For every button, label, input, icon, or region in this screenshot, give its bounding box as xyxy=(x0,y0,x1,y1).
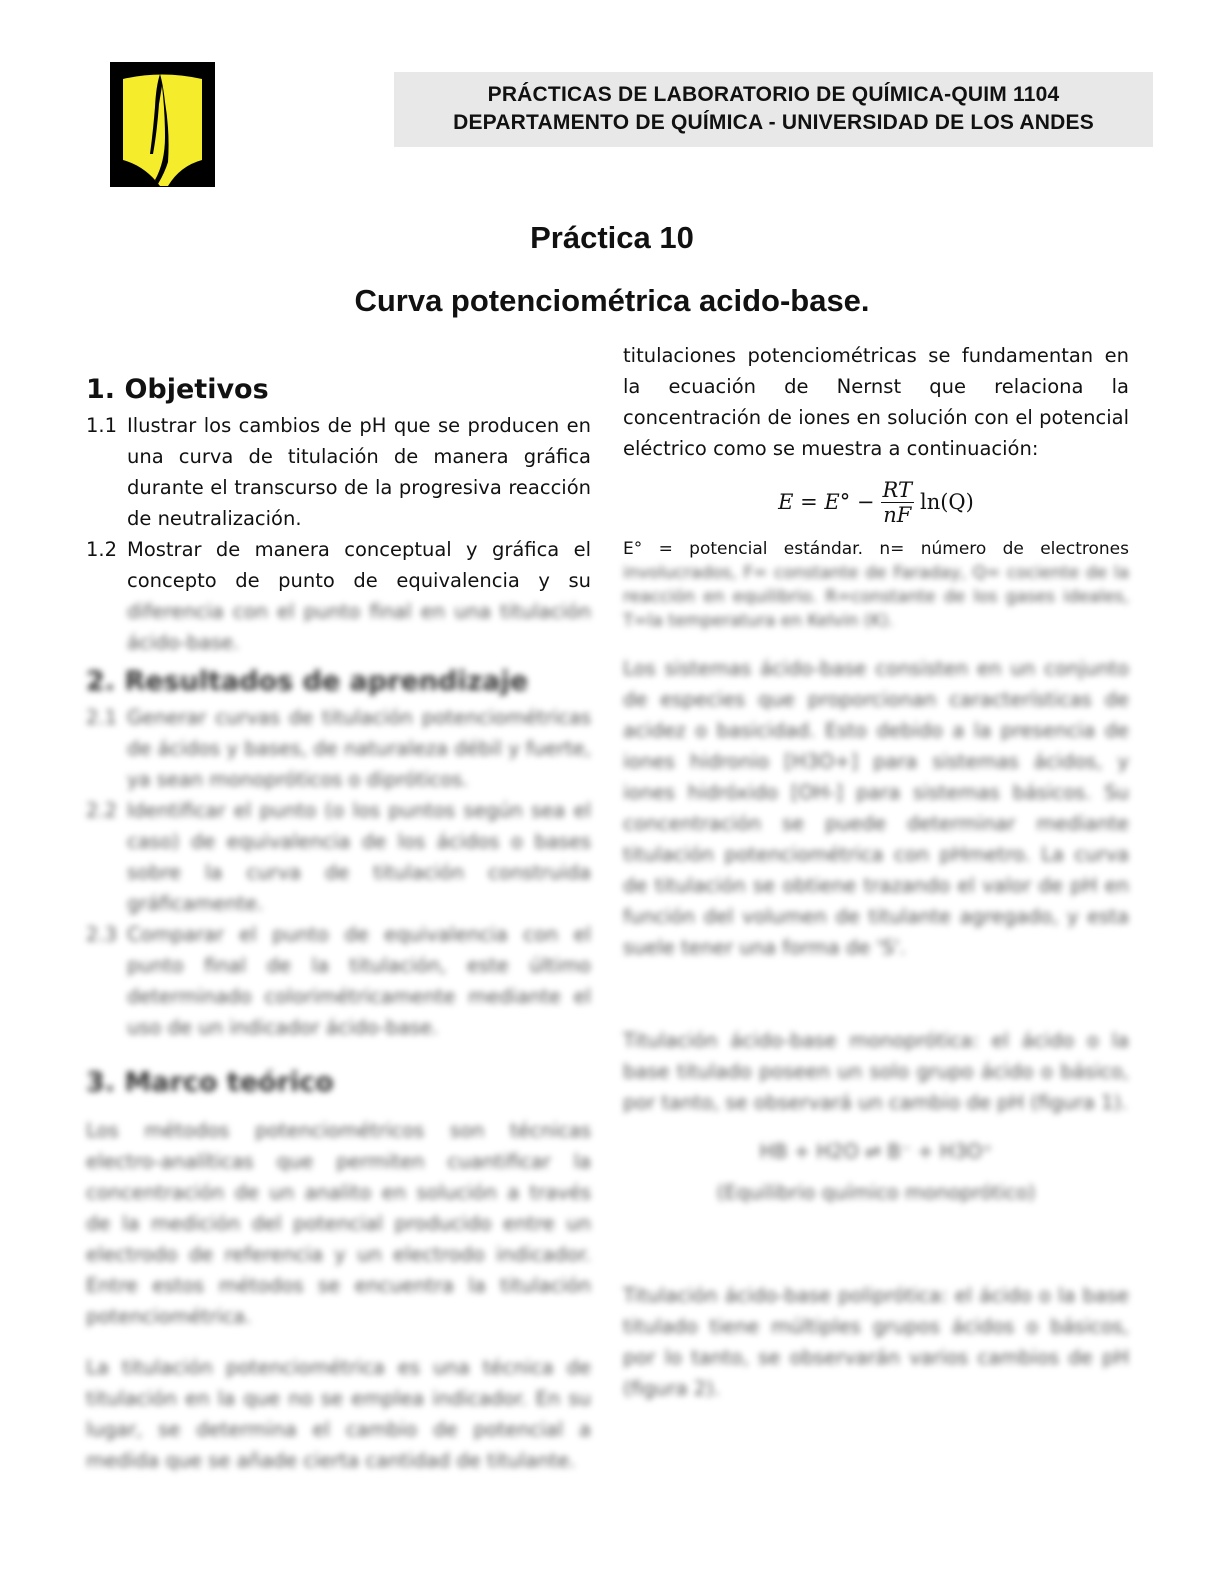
equation-legend: E° = potencial estándar. n= número de electrones xyxy=(623,539,1129,559)
outcome-item xyxy=(86,702,591,795)
nernst-equation xyxy=(623,478,1129,527)
item-text xyxy=(127,534,591,658)
equation-lhs: E = E° − xyxy=(778,490,875,514)
item-text: Generar curvas de titulación potenciométricas de ácidos y bases, de naturaleza débil y fuerte, ya sean monopróticos o dipróticos. xyxy=(127,706,591,791)
department-title: DEPARTAMENTO DE QUÍMICA - UNIVERSIDAD DE LOS ANDES xyxy=(453,111,1094,134)
item-number: 2.2 xyxy=(86,799,118,822)
monoprotic-reaction: HB + H2O ⇌ B⁻ + H3O⁺ xyxy=(759,1140,993,1163)
section-heading-resultados: 2. Resultados de aprendizaje xyxy=(86,666,529,697)
equation-legend-continued: involucrados, F= constante de Faraday, Q= cociente de la reacción en equilibrio. R=constante de los gases ideales, T=la temperatura en Kelvin (K). xyxy=(623,563,1129,631)
nernst-intro: titulaciones potenciométricas se fundamentan en la ecuación de Nernst que relaciona la concentración de iones en solución con el potencial eléctrico como se muestra a continuación: xyxy=(623,344,1129,460)
section-heading-objetivos: 1. Objetivos xyxy=(86,374,269,405)
blurred-content xyxy=(623,561,1129,1404)
objective-item xyxy=(86,410,591,534)
course-title: PRÁCTICAS DE LABORATORIO DE QUÍMICA-QUIM 1104 xyxy=(487,83,1060,106)
equation-numerator: RT xyxy=(882,478,912,502)
objective-item xyxy=(86,534,591,658)
item-text: Ilustrar los cambios de pH que se producen en una curva de titulación de manera gráfica durante el transcurso de la progresiva reacción de neutralización. xyxy=(127,414,591,530)
left-column xyxy=(86,370,591,1476)
paragraph: La titulación potenciométrica es una técnica de titulación en la que no se emplea indicador. En su lugar, se determina el cambio de potencial a medida que se añade cierta cantidad de titulante. xyxy=(86,1356,591,1472)
item-number: 2.1 xyxy=(86,706,118,729)
equation-denominator: nF xyxy=(883,503,912,527)
shield-icon xyxy=(110,62,215,187)
monoprotic-caption: (Equilibrio químico monoprótico) xyxy=(716,1181,1036,1204)
equation-rhs: ln(Q) xyxy=(920,490,974,514)
paragraph: Los métodos potenciométricos son técnicas electro-analíticas que permiten cuantificar la concentración de un analito en solución a través de la medición del potencial producido entre un electrodo de referencia y un electrodo indicador. Entre estos métodos se encuentra la titulación potenciométrica. xyxy=(86,1119,591,1328)
item-text: Identificar el punto (o los puntos según sea el caso) de equivalencia de los ácidos o bases sobre la curva de titulación construida gráficamente. xyxy=(127,799,591,915)
item-text-blurred: diferencia con el punto final en una titulación ácido-base. xyxy=(127,600,591,654)
section-resultados xyxy=(86,662,591,1476)
paragraph-monoprotic: Titulación ácido-base monoprótica: el ácido o la base titulado poseen un solo grupo ácido o básico, por tanto, se observará un cambio de pH (figura 1). xyxy=(623,1029,1129,1114)
section-heading-marco-teorico: 3. Marco teórico xyxy=(86,1067,334,1098)
practice-title: Curva potenciométrica acido-base. xyxy=(354,283,870,318)
item-number: 1.2 xyxy=(86,538,118,561)
equation-fraction xyxy=(881,478,914,527)
item-text-visible: Mostrar de manera conceptual y gráfica el concepto de punto de equivalencia y su xyxy=(127,538,591,592)
paragraph-acid-base: Los sistemas ácido-base consisten en un conjunto de especies que proporcionan características de acidez o basicidad. Esto debido a la presencia de iones hidronio [H3O+] para sistemas ácidos, y iones hidróxido [OH-] para sistemas básicos. Su concentración se puede determinar mediante titulación potenciométrica con pHmetro. La curva de titulación se obtiene trazando el valor de pH en función del volumen de titulante agregado, y esta suele tener una forma de 'S'. xyxy=(623,657,1129,959)
outcome-item xyxy=(86,795,591,919)
paragraph-polyprotic: Titulación ácido-base poliprótica: el ácido o la base titulado tiene múltiples grupos ácidos o básicos, por lo tanto, se observarán varios cambios de pH (figura 2). xyxy=(623,1284,1129,1400)
practice-number: Práctica 10 xyxy=(530,220,694,255)
item-number: 2.3 xyxy=(86,923,118,946)
right-column xyxy=(623,340,1129,1404)
outcome-item xyxy=(86,919,591,1043)
item-number: 1.1 xyxy=(86,414,118,437)
university-logo xyxy=(110,62,215,187)
item-text: Comparar el punto de equivalencia con el punto final de la titulación, este último determinado colorimétricamente mediante el uso de un indicador ácido-base. xyxy=(127,923,591,1039)
course-header xyxy=(394,72,1153,147)
